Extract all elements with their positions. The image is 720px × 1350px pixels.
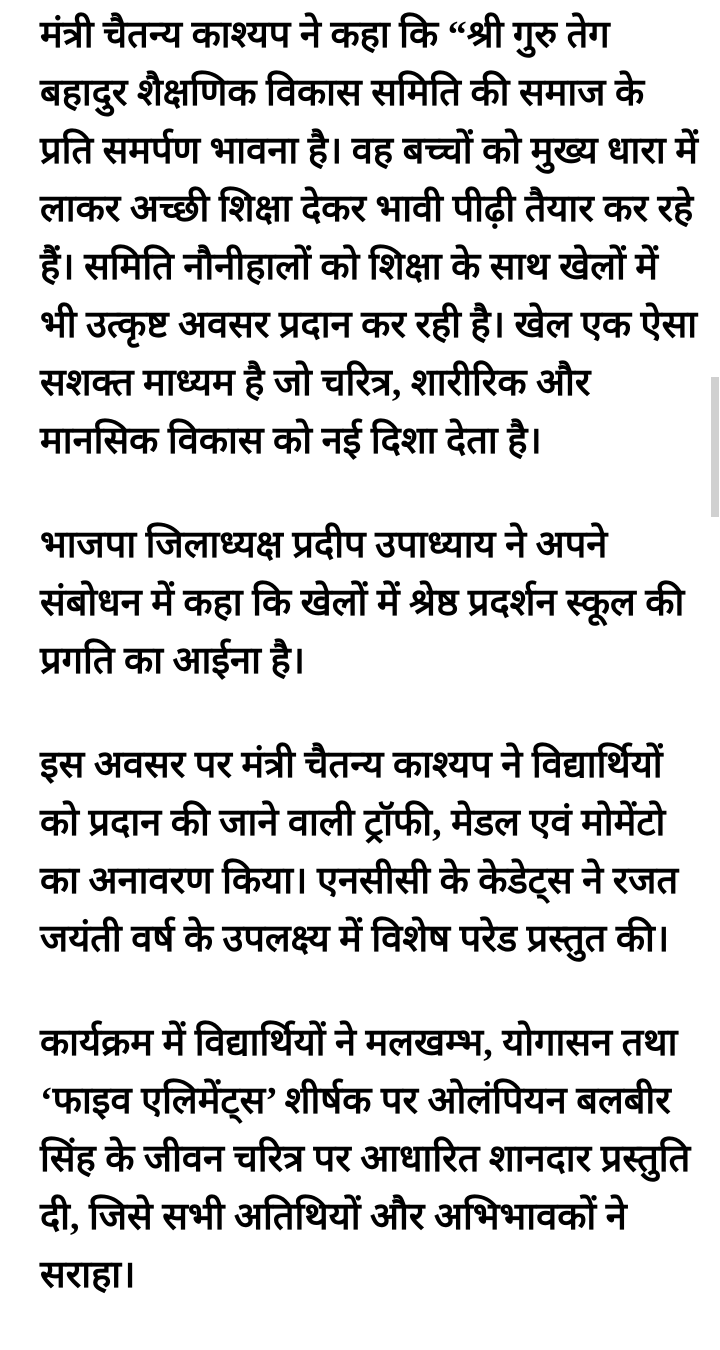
text-line: भी उत्कृष्ट अवसर प्रदान कर रही है। खेल एक ऐसा	[40, 304, 698, 346]
paragraph-1	[40, 6, 696, 470]
paragraph-3	[40, 736, 696, 968]
text-line: ‘फाइव एलिमेंट्स’ शीर्षक पर ओलंपियन बलबीर	[40, 1080, 671, 1122]
text-line: का अनावरण किया। एनसीसी के केडेट्स ने रजत	[40, 860, 679, 902]
text-line: भाजपा जिलाध्यक्ष प्रदीप उपाध्याय ने अपने	[40, 524, 608, 566]
text-line: बहादुर शैक्षणिक विकास समिति की समाज के	[40, 72, 645, 114]
text-line: जयंती वर्ष के उपलक्ष्य में विशेष परेड प्रस्तुत की।	[40, 918, 670, 960]
text-line: संबोधन में कहा कि खेलों में श्रेष्ठ प्रदर्शन स्कूल की	[40, 582, 685, 624]
text-line: सिंह के जीवन चरित्र पर आधारित शानदार प्रस्तुति	[40, 1138, 691, 1180]
text-line: दी, जिसे सभी अतिथियों और अभिभावकों ने	[40, 1196, 627, 1238]
text-line: इस अवसर पर मंत्री चैतन्य काश्यप ने विद्यार्थियों	[40, 744, 663, 786]
text-line: कार्यक्रम में विद्यार्थियों ने मलखम्भ, योगासन तथा	[40, 1022, 678, 1064]
paragraph-2	[40, 516, 696, 690]
text-line: प्रगति का आईना है।	[40, 640, 306, 682]
text-line: लाकर अच्छी शिक्षा देकर भावी पीढ़ी तैयार कर रहे	[40, 188, 694, 230]
text-line: हैं। समिति नौनीहालों को शिक्षा के साथ खेलों में	[40, 246, 659, 288]
text-line: सराहा।	[40, 1254, 136, 1296]
article-body	[40, 6, 696, 1350]
text-line: प्रति समर्पण भावना है। वह बच्चों को मुख्य धारा में	[40, 130, 698, 172]
scrollbar-thumb[interactable]	[711, 377, 719, 517]
paragraph-4	[40, 1014, 696, 1304]
text-line: को प्रदान की जाने वाली ट्रॉफी, मेडल एवं मोमेंटो	[40, 802, 666, 844]
text-line: मंत्री चैतन्य काश्यप ने कहा कि “श्री गुरु तेग	[40, 14, 610, 56]
text-line: मानसिक विकास को नई दिशा देता है।	[40, 420, 542, 462]
text-line: सशक्त माध्यम है जो चरित्र, शारीरिक और	[40, 362, 591, 404]
